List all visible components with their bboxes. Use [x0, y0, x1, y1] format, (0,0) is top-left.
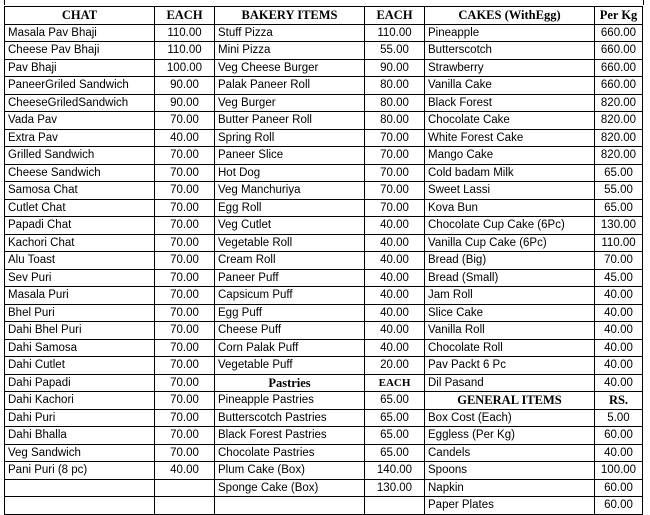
- bakery-item-cell: Chocolate Pastries: [215, 444, 365, 462]
- bakery-price-cell: 40.00: [365, 304, 425, 322]
- cake-price-cell: 45.00: [595, 269, 643, 287]
- cake-price-cell: 820.00: [595, 129, 643, 147]
- chat-item-cell: Sev Puri: [5, 269, 155, 287]
- table-row: [5, 217, 643, 235]
- cake-price-cell: 40.00: [595, 444, 643, 462]
- cake-item-cell: Jam Roll: [425, 287, 595, 305]
- bakery-item-cell: Veg Manchuriya: [215, 182, 365, 200]
- chat-price-cell: 70.00: [155, 287, 215, 305]
- table-row: [5, 427, 643, 445]
- chat-item-cell: Masala Puri: [5, 287, 155, 305]
- bakery-price-cell: EACH: [365, 374, 425, 392]
- chat-price-cell: 70.00: [155, 217, 215, 235]
- bakery-item-cell: Hot Dog: [215, 164, 365, 182]
- table-row: [5, 409, 643, 427]
- menu-body: [5, 24, 643, 514]
- table-row: [5, 77, 643, 95]
- chat-price-cell: 70.00: [155, 164, 215, 182]
- chat-price-cell: 70.00: [155, 304, 215, 322]
- chat-item-cell: [5, 497, 155, 515]
- table-row: [5, 234, 643, 252]
- cake-item-cell: Bread (Small): [425, 269, 595, 287]
- bakery-price-cell: 70.00: [365, 199, 425, 217]
- bakery-item-cell: Butterscotch Pastries: [215, 409, 365, 427]
- chat-item-cell: Dahi Papadi: [5, 374, 155, 392]
- bakery-price-cell: 65.00: [365, 409, 425, 427]
- table-row: [5, 374, 643, 392]
- cake-item-cell: Chocolate Roll: [425, 339, 595, 357]
- chat-item-cell: Vada Pav: [5, 112, 155, 130]
- chat-item-cell: Dahi Bhel Puri: [5, 322, 155, 340]
- bakery-item-cell: Veg Cutlet: [215, 217, 365, 235]
- cake-item-cell: Candels: [425, 444, 595, 462]
- cake-price-cell: 40.00: [595, 287, 643, 305]
- chat-item-cell: Dahi Puri: [5, 409, 155, 427]
- chat-item-cell: Kachori Chat: [5, 234, 155, 252]
- cake-price-cell: 65.00: [595, 199, 643, 217]
- bakery-price-cell: 20.00: [365, 357, 425, 375]
- table-row: [5, 164, 643, 182]
- chat-item-cell: Pani Puri (8 pc): [5, 462, 155, 480]
- table-row: [5, 287, 643, 305]
- bakery-item-cell: Vegetable Roll: [215, 234, 365, 252]
- bakery-item-cell: Egg Puff: [215, 304, 365, 322]
- cake-item-cell: Strawberry: [425, 59, 595, 77]
- cake-price-cell: 110.00: [595, 234, 643, 252]
- cake-item-cell: Eggless (Per Kg): [425, 427, 595, 445]
- chat-item-cell: Cutlet Chat: [5, 199, 155, 217]
- header-chat: CHAT: [5, 7, 155, 25]
- table-row: [5, 42, 643, 60]
- table-row: [5, 59, 643, 77]
- cake-item-cell: Black Forest: [425, 94, 595, 112]
- header-cakes: CAKES (WithEgg): [425, 7, 595, 25]
- table-row: [5, 322, 643, 340]
- chat-item-cell: Pav Bhaji: [5, 59, 155, 77]
- cake-item-cell: GENERAL ITEMS: [425, 392, 595, 410]
- chat-price-cell: 90.00: [155, 94, 215, 112]
- chat-item-cell: CheeseGriledSandwich: [5, 94, 155, 112]
- header-bakery-each: EACH: [365, 7, 425, 25]
- bakery-item-cell: Sponge Cake (Box): [215, 479, 365, 497]
- cake-price-cell: 40.00: [595, 322, 643, 340]
- bakery-price-cell: 80.00: [365, 77, 425, 95]
- chat-price-cell: 70.00: [155, 147, 215, 165]
- table-row: [5, 462, 643, 480]
- cake-price-cell: 660.00: [595, 42, 643, 60]
- bakery-item-cell: [215, 497, 365, 515]
- chat-item-cell: Cheese Pav Bhaji: [5, 42, 155, 60]
- bakery-item-cell: Spring Roll: [215, 129, 365, 147]
- bakery-item-cell: Vegetable Puff: [215, 357, 365, 375]
- table-row: [5, 339, 643, 357]
- table-row: [5, 147, 643, 165]
- cake-item-cell: Mango Cake: [425, 147, 595, 165]
- cake-item-cell: Slice Cake: [425, 304, 595, 322]
- bakery-item-cell: Palak Paneer Roll: [215, 77, 365, 95]
- bakery-price-cell: 80.00: [365, 94, 425, 112]
- bakery-item-cell: Black Forest Pastries: [215, 427, 365, 445]
- table-row: [5, 24, 643, 42]
- bakery-item-cell: Egg Roll: [215, 199, 365, 217]
- chat-price-cell: 70.00: [155, 112, 215, 130]
- cake-item-cell: Butterscotch: [425, 42, 595, 60]
- chat-item-cell: Cheese Sandwich: [5, 164, 155, 182]
- table-row: [5, 94, 643, 112]
- bakery-price-cell: 70.00: [365, 182, 425, 200]
- bakery-item-cell: Plum Cake (Box): [215, 462, 365, 480]
- chat-price-cell: 70.00: [155, 392, 215, 410]
- bakery-price-cell: 110.00: [365, 24, 425, 42]
- bakery-price-cell: 40.00: [365, 234, 425, 252]
- chat-item-cell: Dahi Bhalla: [5, 427, 155, 445]
- table-row: [5, 199, 643, 217]
- bakery-price-cell: 80.00: [365, 112, 425, 130]
- bakery-price-cell: 40.00: [365, 217, 425, 235]
- cake-item-cell: Chocolate Cake: [425, 112, 595, 130]
- header-row: [5, 7, 643, 25]
- chat-price-cell: 70.00: [155, 374, 215, 392]
- bakery-price-cell: 65.00: [365, 427, 425, 445]
- bakery-price-cell: 70.00: [365, 147, 425, 165]
- cake-price-cell: 60.00: [595, 497, 643, 515]
- header-bakery-items: BAKERY ITEMS: [215, 7, 365, 25]
- bakery-item-cell: Corn Palak Puff: [215, 339, 365, 357]
- chat-price-cell: 70.00: [155, 199, 215, 217]
- cake-price-cell: 55.00: [595, 182, 643, 200]
- chat-price-cell: 90.00: [155, 77, 215, 95]
- bakery-item-cell: Paneer Puff: [215, 269, 365, 287]
- cake-price-cell: 130.00: [595, 217, 643, 235]
- bakery-price-cell: 40.00: [365, 252, 425, 270]
- chat-price-cell: 70.00: [155, 427, 215, 445]
- bakery-item-cell: Butter Paneer Roll: [215, 112, 365, 130]
- cake-price-cell: 40.00: [595, 339, 643, 357]
- cake-item-cell: Pineapple: [425, 24, 595, 42]
- cake-item-cell: Vanilla Cup Cake (6Pc): [425, 234, 595, 252]
- table-row: [5, 392, 643, 410]
- chat-item-cell: Papadi Chat: [5, 217, 155, 235]
- chat-price-cell: 70.00: [155, 409, 215, 427]
- chat-item-cell: Veg Sandwich: [5, 444, 155, 462]
- chat-item-cell: Dahi Kachori: [5, 392, 155, 410]
- chat-price-cell: [155, 497, 215, 515]
- bakery-item-cell: Stuff Pizza: [215, 24, 365, 42]
- chat-price-cell: 70.00: [155, 357, 215, 375]
- bakery-price-cell: 40.00: [365, 287, 425, 305]
- cake-item-cell: Box Cost (Each): [425, 409, 595, 427]
- bakery-item-cell: Veg Burger: [215, 94, 365, 112]
- bakery-item-cell: Mini Pizza: [215, 42, 365, 60]
- bakery-item-cell: Capsicum Puff: [215, 287, 365, 305]
- chat-price-cell: 70.00: [155, 269, 215, 287]
- table-row: [5, 497, 643, 515]
- table-row: [5, 112, 643, 130]
- cake-price-cell: RS.: [595, 392, 643, 410]
- cake-item-cell: White Forest Cake: [425, 129, 595, 147]
- cake-item-cell: Cold badam Milk: [425, 164, 595, 182]
- cake-price-cell: 820.00: [595, 112, 643, 130]
- cake-item-cell: Dil Pasand: [425, 374, 595, 392]
- bakery-price-cell: [365, 497, 425, 515]
- bakery-price-cell: 70.00: [365, 129, 425, 147]
- bakery-item-cell: Cheese Puff: [215, 322, 365, 340]
- chat-price-cell: [155, 479, 215, 497]
- bakery-price-cell: 90.00: [365, 59, 425, 77]
- chat-price-cell: 70.00: [155, 444, 215, 462]
- chat-price-cell: 110.00: [155, 42, 215, 60]
- chat-price-cell: 110.00: [155, 24, 215, 42]
- bakery-item-cell: Pineapple Pastries: [215, 392, 365, 410]
- bakery-price-cell: 70.00: [365, 164, 425, 182]
- cake-item-cell: Paper Plates: [425, 497, 595, 515]
- table-row: [5, 444, 643, 462]
- cake-item-cell: Spoons: [425, 462, 595, 480]
- top-border: [4, 0, 644, 5]
- cake-price-cell: 100.00: [595, 462, 643, 480]
- chat-item-cell: Extra Pav: [5, 129, 155, 147]
- cake-item-cell: Vanilla Cake: [425, 77, 595, 95]
- cake-price-cell: 60.00: [595, 427, 643, 445]
- table-row: [5, 269, 643, 287]
- bakery-price-cell: 65.00: [365, 444, 425, 462]
- chat-price-cell: 70.00: [155, 234, 215, 252]
- bakery-price-cell: 40.00: [365, 322, 425, 340]
- cake-price-cell: 820.00: [595, 147, 643, 165]
- table-row: [5, 252, 643, 270]
- cake-item-cell: Napkin: [425, 479, 595, 497]
- chat-item-cell: Dahi Cutlet: [5, 357, 155, 375]
- chat-price-cell: 40.00: [155, 462, 215, 480]
- cake-price-cell: 820.00: [595, 94, 643, 112]
- table-row: [5, 304, 643, 322]
- bakery-price-cell: 40.00: [365, 269, 425, 287]
- bakery-price-cell: 140.00: [365, 462, 425, 480]
- bakery-item-cell: Cream Roll: [215, 252, 365, 270]
- cake-item-cell: Kova Bun: [425, 199, 595, 217]
- bakery-item-cell: Veg Cheese Burger: [215, 59, 365, 77]
- bakery-item-cell: Paneer Slice: [215, 147, 365, 165]
- cake-price-cell: 40.00: [595, 304, 643, 322]
- header-chat-each: EACH: [155, 7, 215, 25]
- table-row: [5, 129, 643, 147]
- chat-price-cell: 70.00: [155, 322, 215, 340]
- chat-price-cell: 70.00: [155, 339, 215, 357]
- chat-price-cell: 70.00: [155, 252, 215, 270]
- chat-item-cell: Samosa Chat: [5, 182, 155, 200]
- cake-item-cell: Chocolate Cup Cake (6Pc): [425, 217, 595, 235]
- table-row: [5, 357, 643, 375]
- cake-price-cell: 65.00: [595, 164, 643, 182]
- cake-price-cell: 60.00: [595, 479, 643, 497]
- chat-item-cell: PaneerGriled Sandwich: [5, 77, 155, 95]
- cake-price-cell: 70.00: [595, 252, 643, 270]
- cake-item-cell: Vanilla Roll: [425, 322, 595, 340]
- cake-price-cell: 660.00: [595, 59, 643, 77]
- cake-item-cell: Pav Packt 6 Pc: [425, 357, 595, 375]
- cake-item-cell: Sweet Lassi: [425, 182, 595, 200]
- chat-price-cell: 40.00: [155, 129, 215, 147]
- table-row: [5, 182, 643, 200]
- chat-item-cell: Bhel Puri: [5, 304, 155, 322]
- chat-item-cell: [5, 479, 155, 497]
- cake-price-cell: 660.00: [595, 24, 643, 42]
- bakery-price-cell: 55.00: [365, 42, 425, 60]
- cake-price-cell: 40.00: [595, 357, 643, 375]
- menu-price-table: [4, 6, 643, 515]
- bakery-price-cell: 40.00: [365, 339, 425, 357]
- bakery-price-cell: 130.00: [365, 479, 425, 497]
- chat-item-cell: Alu Toast: [5, 252, 155, 270]
- cake-price-cell: 40.00: [595, 374, 643, 392]
- cake-item-cell: Bread (Big): [425, 252, 595, 270]
- cake-price-cell: 5.00: [595, 409, 643, 427]
- chat-price-cell: 70.00: [155, 182, 215, 200]
- chat-item-cell: Masala Pav Bhaji: [5, 24, 155, 42]
- bakery-price-cell: 65.00: [365, 392, 425, 410]
- chat-item-cell: Dahi Samosa: [5, 339, 155, 357]
- bakery-item-cell: Pastries: [215, 374, 365, 392]
- chat-price-cell: 100.00: [155, 59, 215, 77]
- table-row: [5, 479, 643, 497]
- cake-price-cell: 660.00: [595, 77, 643, 95]
- header-per-kg: Per Kg: [595, 7, 643, 25]
- chat-item-cell: Grilled Sandwich: [5, 147, 155, 165]
